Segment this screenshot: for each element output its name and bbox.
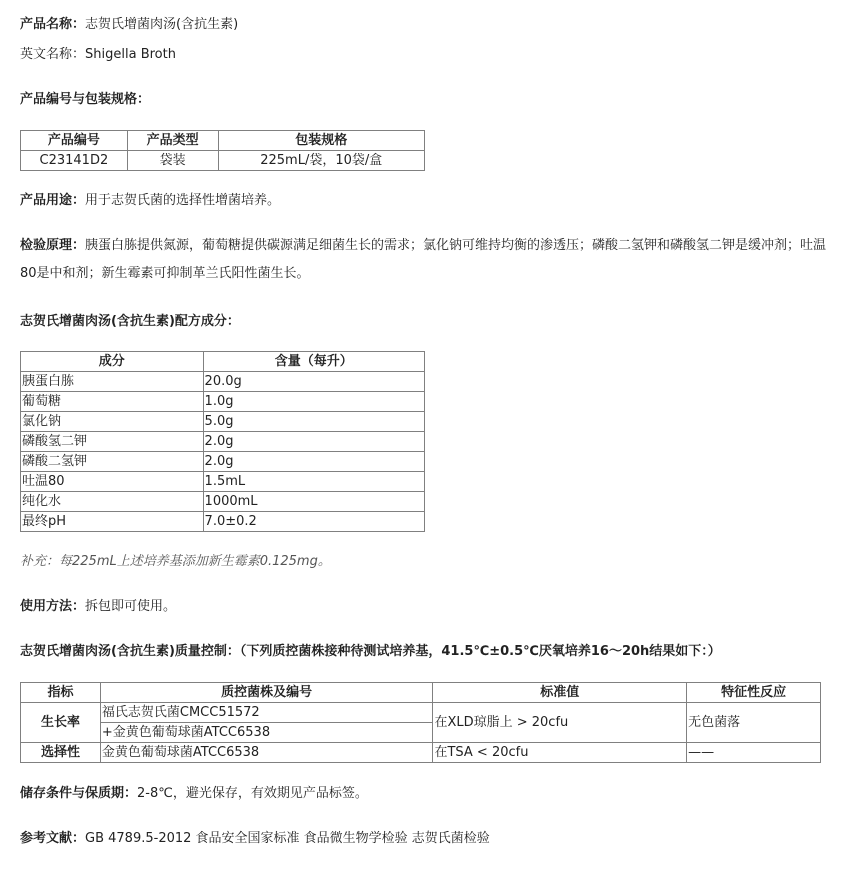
table-header-cell: 特征性反应 [687, 683, 821, 703]
storage-line [20, 785, 368, 803]
qc-table [20, 682, 821, 763]
english-name-label: 英文名称： [20, 47, 86, 62]
amount-cell: 1000mL [203, 492, 424, 512]
ingredient-cell: 氯化钠 [21, 412, 204, 432]
method-value: 拆包即可使用。 [85, 599, 177, 614]
reference-value: GB 4789.5-2012 食品安全国家标准 食品微生物学检验 志贺氏菌检验 [85, 831, 490, 846]
growth-strain-cell: 福氏志贺氏菌CMCC51572 [100, 703, 433, 723]
usage-value: 用于志贺氏菌的选择性增菌培养。 [85, 193, 281, 208]
table-header-cell: 含量（每升） [203, 352, 424, 372]
table-row [21, 452, 425, 472]
amount-cell: 1.5mL [203, 472, 424, 492]
table-row [21, 703, 821, 723]
formula-table [20, 351, 425, 532]
table-header-cell: 指标 [21, 683, 101, 703]
table-row [21, 392, 425, 412]
ingredient-cell: 磷酸二氢钾 [21, 452, 204, 472]
method-label: 使用方法： [20, 599, 86, 614]
table-cell: 225mL/袋，10袋/盒 [218, 151, 424, 171]
table-header-row [21, 131, 425, 151]
ingredient-cell: 磷酸氢二钾 [21, 432, 204, 452]
amount-cell: 5.0g [203, 412, 424, 432]
table-header-cell: 产品编号 [21, 131, 128, 151]
table-header-cell: 成分 [21, 352, 204, 372]
select-strain-cell: 金黄色葡萄球菌ATCC6538 [100, 743, 433, 763]
storage-value: 2-8℃，避光保存，有效期见产品标签。 [137, 786, 368, 801]
reference-label: 参考文献： [20, 831, 86, 846]
method-line [20, 598, 176, 616]
amount-cell: 2.0g [203, 452, 424, 472]
table-cell: C23141D2 [21, 151, 128, 171]
table-row [21, 492, 425, 512]
table-header-cell: 标准值 [433, 683, 687, 703]
table-header-row [21, 683, 821, 703]
growth-label-cell: 生长率 [21, 703, 101, 743]
growth-reaction-cell: 无色菌落 [687, 703, 821, 743]
product-name-line [20, 16, 238, 34]
table-header-row [21, 352, 425, 372]
ingredient-cell: 纯化水 [21, 492, 204, 512]
table-row [21, 412, 425, 432]
table-row [21, 472, 425, 492]
table-header-cell: 产品类型 [127, 131, 218, 151]
table-row [21, 432, 425, 452]
principle-value: 胰蛋白胨提供氮源，葡萄糖提供碳源满足细菌生长的需求；氯化钠可维持均衡的渗透压；磷酸二氢钾和磷酸氢二钾是缓冲剂；吐温80是中和剂；新生霉素可抑制革兰氏阳性菌生长。 [20, 238, 827, 281]
table-header-cell: 质控菌株及编号 [100, 683, 433, 703]
reference-line [20, 830, 490, 848]
ingredient-cell: 葡萄糖 [21, 392, 204, 412]
table-cell: 袋装 [127, 151, 218, 171]
supplement-note: 补充：每225mL上述培养基添加新生霉素0.125mg。 [20, 554, 331, 569]
ingredient-cell: 吐温80 [21, 472, 204, 492]
select-standard-cell: 在TSA < 20cfu [433, 743, 687, 763]
select-label-cell: 选择性 [21, 743, 101, 763]
select-reaction-cell: —— [687, 743, 821, 763]
table-row [21, 151, 425, 171]
growth-standard-cell: 在XLD琼脂上 > 20cfu [433, 703, 687, 743]
table-row [21, 743, 821, 763]
packaging-table [20, 130, 425, 171]
usage-line [20, 192, 280, 210]
principle-paragraph [20, 232, 832, 288]
storage-label: 储存条件与保质期： [20, 786, 138, 801]
table-row [21, 372, 425, 392]
amount-cell: 2.0g [203, 432, 424, 452]
english-name-line [20, 46, 176, 64]
english-name-value: Shigella Broth [85, 47, 176, 62]
qc-heading-conditions: （下列质控菌株接种待测试培养基，41.5℃±0.5℃厌氧培养16～20h结果如下：） [239, 644, 721, 659]
amount-cell: 1.0g [203, 392, 424, 412]
table-row [21, 512, 425, 532]
packaging-heading: 产品编号与包装规格： [20, 92, 151, 107]
table-header-cell: 包装规格 [218, 131, 424, 151]
growth-strain-cell: +金黄色葡萄球菌ATCC6538 [100, 723, 433, 743]
qc-heading-label: 志贺氏增菌肉汤(含抗生素)质量控制： [20, 644, 240, 659]
principle-label: 检验原理： [20, 238, 86, 253]
formula-heading: 志贺氏增菌肉汤(含抗生素)配方成分： [20, 314, 240, 329]
ingredient-cell: 胰蛋白胨 [21, 372, 204, 392]
ingredient-cell: 最终pH [21, 512, 204, 532]
amount-cell: 7.0±0.2 [203, 512, 424, 532]
product-name-value: 志贺氏增菌肉汤(含抗生素) [85, 17, 239, 32]
usage-label: 产品用途： [20, 193, 86, 208]
amount-cell: 20.0g [203, 372, 424, 392]
qc-heading-line [20, 643, 721, 661]
product-name-label: 产品名称： [20, 17, 86, 32]
